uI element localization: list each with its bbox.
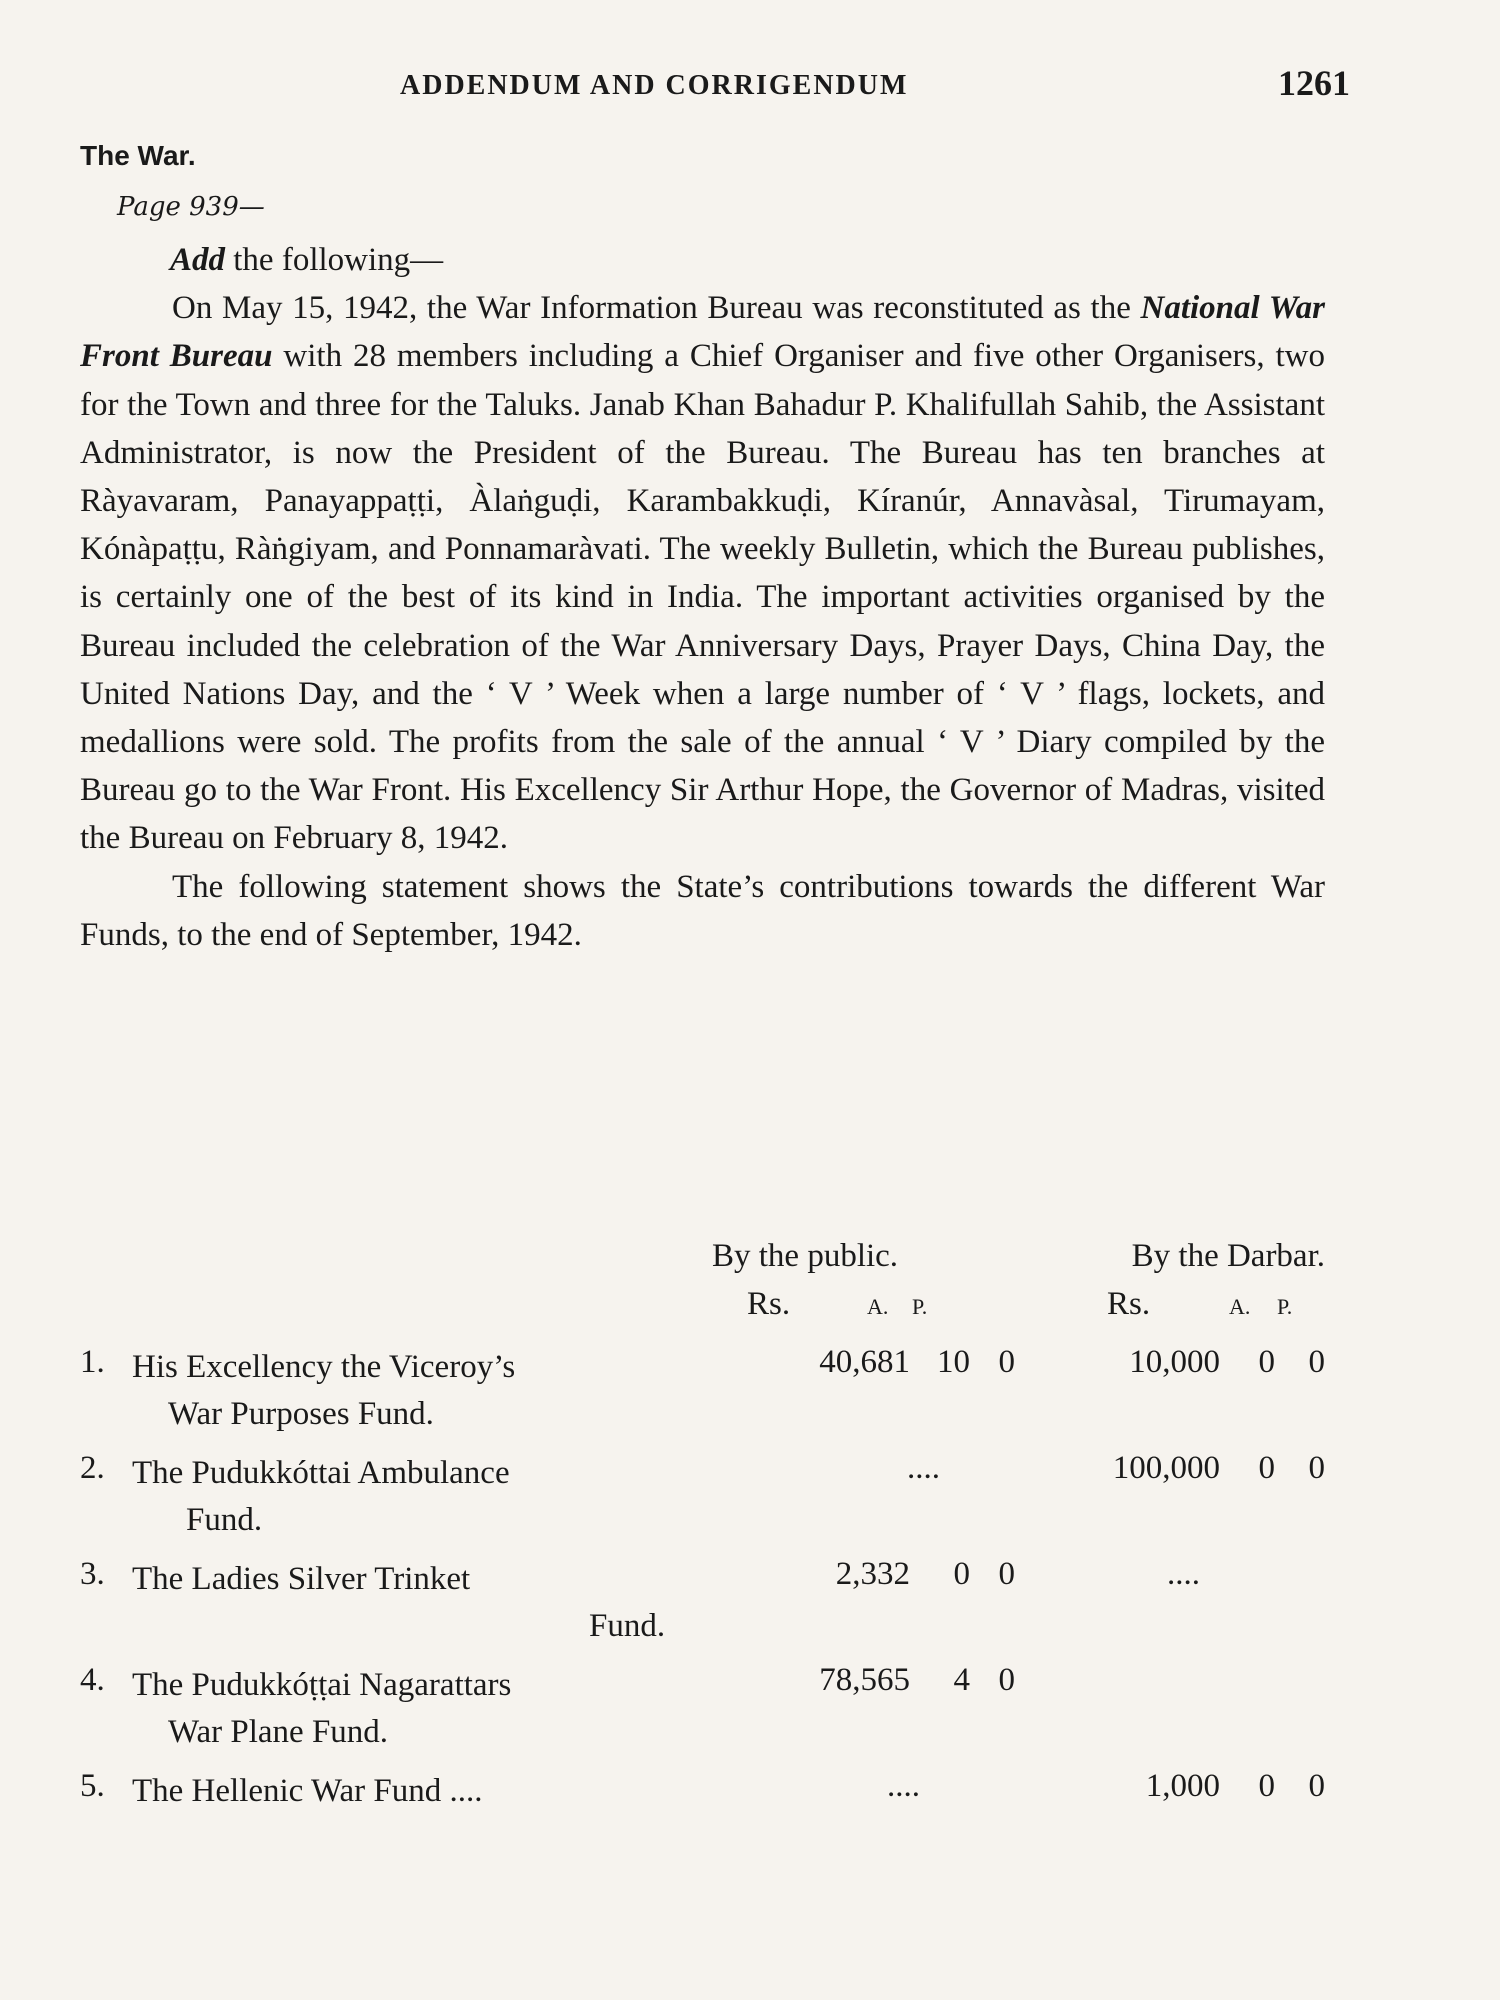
public-p: 0 <box>998 1556 1015 1592</box>
darbar-p: 0 <box>1308 1344 1325 1380</box>
public-rs: 40,681 <box>819 1344 910 1380</box>
page-number: 1261 <box>1278 63 1350 103</box>
table-row <box>80 1650 1325 1756</box>
fund-name-line-2: War Purposes Fund. <box>168 1396 434 1432</box>
public-rs: .... <box>887 1768 920 1804</box>
table-row <box>80 1332 1325 1438</box>
fund-name-line-2: Fund. <box>186 1502 263 1538</box>
darbar-rs: 10,000 <box>1129 1344 1220 1380</box>
running-title: ADDENDUM AND CORRIGENDUM <box>400 70 909 101</box>
table-row <box>80 1756 1325 1816</box>
public-a: 10 <box>937 1344 970 1380</box>
table-row <box>80 1438 1325 1544</box>
add-word: Add <box>170 242 226 278</box>
row-number: 5. <box>80 1768 105 1804</box>
darbar-rs: 1,000 <box>1145 1768 1220 1804</box>
page-reference: Page 939— <box>117 192 265 222</box>
header-public-a: A. <box>867 1294 889 1319</box>
fund-name-line-1: The Ladies Silver Trinket <box>132 1561 471 1597</box>
header-darbar-rs: Rs. <box>1107 1286 1151 1322</box>
fund-name-line-2: Fund. <box>589 1608 666 1644</box>
fund-name <box>132 1662 632 1756</box>
header-public-rs: Rs. <box>747 1286 791 1322</box>
darbar-p: 0 <box>1308 1450 1325 1486</box>
add-line <box>80 236 1325 284</box>
fund-name <box>132 1768 632 1815</box>
fund-name-line-1: The Hellenic War Fund .... <box>132 1773 483 1809</box>
header-by-public: By the public. <box>712 1238 899 1274</box>
darbar-a: 0 <box>1258 1768 1275 1804</box>
fund-name <box>132 1344 632 1438</box>
page-header <box>80 62 1350 112</box>
fund-name-line-1: His Excellency the Viceroy’s <box>132 1349 516 1385</box>
fund-name-line-1: The Pudukkóṭṭai Nagarattars <box>132 1667 512 1703</box>
paragraph-1-part-b: with 28 members including a Chief Organiser and five other Organisers, two for the Town and three for the Taluks. Janab Khan Bahadur P. Khalifullah Sahib, the Assistant Administrator, is now the President of the Bureau. The Bureau has ten branches at Ràyavaram, Panayappaṭṭi, Àlaṅguḍi, Karambakkuḍi, Kíranúr, Annavàsal, Tirumayam, Kónàpaṭṭu, Ràṅgiyam, and Ponnamaràvati. The weekly Bulletin, which the Bureau publishes, is certainly one of the best of its kind in India. The important activities organised by the Bureau included the celebration of the War Anniversary Days, Prayer Days, China Day, the United Nations Day, and the ‘ V ’ Week when a large number of ‘ V ’ flags, lockets, and medallions were sold. The profits from the sale of the annual ‘ V ’ Diary compiled by the Bureau go to the War Front. His Excellency Sir Arthur Hope, the Governor of Madras, visited the Bureau on February 8, 1942. <box>80 338 1325 857</box>
header-darbar-p: P. <box>1277 1294 1293 1319</box>
darbar-a: 0 <box>1258 1450 1275 1486</box>
row-number: 4. <box>80 1662 105 1698</box>
row-number: 1. <box>80 1344 105 1380</box>
row-number: 2. <box>80 1450 105 1486</box>
public-a: 4 <box>953 1662 970 1698</box>
fund-name <box>132 1450 632 1544</box>
paragraph-2: The following statement shows the State’s contributions towards the different War Funds, to the end of September, 1942. <box>80 868 1325 953</box>
darbar-p: 0 <box>1308 1768 1325 1804</box>
fund-name-line-1: The Pudukkóttai Ambulance <box>132 1455 510 1491</box>
public-a: 0 <box>953 1556 970 1592</box>
header-public-p: P. <box>912 1294 928 1319</box>
table-header <box>80 1238 1325 1332</box>
fund-name-line-2: War Plane Fund. <box>168 1714 389 1750</box>
contributions-table <box>80 1238 1325 1816</box>
add-rest: the following— <box>225 242 444 278</box>
public-rs: .... <box>907 1450 940 1486</box>
darbar-rs: .... <box>1167 1556 1200 1592</box>
paragraph-1-part-a: On May 15, 1942, the War Information Bureau was reconstituted as the <box>172 290 1141 327</box>
section-title: The War. <box>80 140 196 171</box>
table-row <box>80 1544 1325 1650</box>
public-rs: 78,565 <box>819 1662 910 1698</box>
public-p: 0 <box>998 1344 1015 1380</box>
fund-name <box>132 1556 666 1650</box>
bureau-name: National War Front Bureau <box>80 290 1325 375</box>
public-p: 0 <box>998 1662 1015 1698</box>
public-rs: 2,332 <box>835 1556 910 1592</box>
row-number: 3. <box>80 1556 105 1592</box>
body-text <box>80 236 1325 959</box>
header-by-darbar: By the Darbar. <box>1131 1238 1325 1274</box>
header-darbar-a: A. <box>1229 1294 1251 1319</box>
darbar-a: 0 <box>1258 1344 1275 1380</box>
paragraph-1 <box>80 284 1325 862</box>
darbar-rs: 100,000 <box>1112 1450 1220 1486</box>
